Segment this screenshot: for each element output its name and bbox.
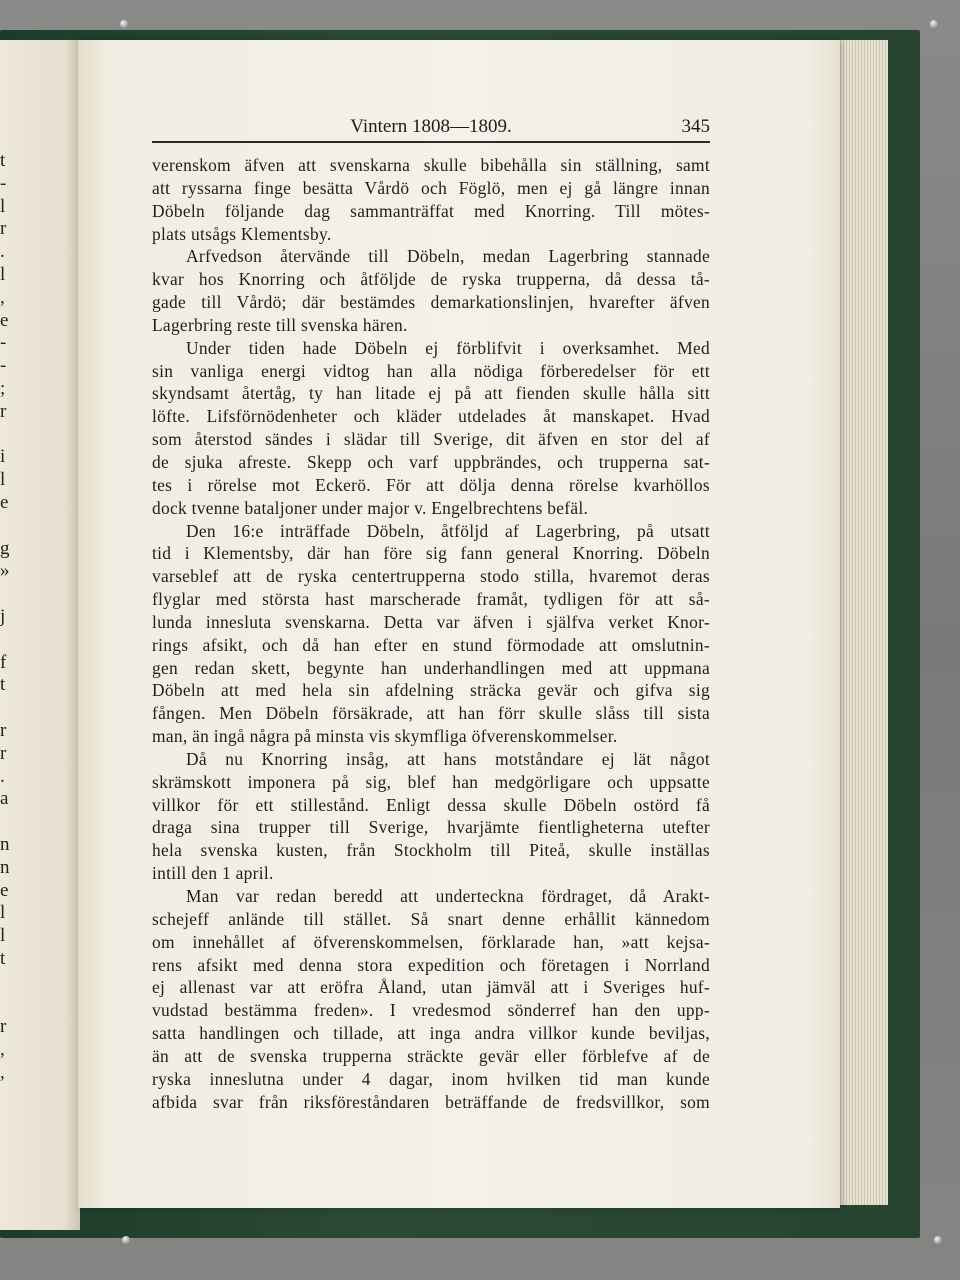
- left-fragment: a: [0, 788, 9, 810]
- left-fragment: e: [0, 309, 9, 331]
- text-line: rings afsikt, och då han efter en stund förmodade att omslutnin-: [152, 634, 710, 655]
- text-line: ryska inneslutna under 4 dagar, inom hvilken tid man kunde: [152, 1068, 710, 1089]
- left-fragment: i: [0, 446, 6, 468]
- text-line: schejeff anlände till stället. Så snart denne erhållit kännedom: [152, 908, 710, 929]
- text-line: Döbeln att med hela sin afdelning sträcka gevär och gifva sig: [152, 680, 710, 701]
- left-fragment: ,: [0, 286, 5, 308]
- text-line: skrämskott imponera på sig, blef han medgörligare och uppsatte: [152, 771, 710, 792]
- left-fragment: ,: [0, 1061, 5, 1083]
- text-line: satta handlingen och tillade, att inga andra villkor kunde beviljas,: [152, 1023, 710, 1044]
- left-fragment: [0, 515, 14, 538]
- pin-bottom-left: [122, 1236, 130, 1244]
- text-line: fången. Men Döbeln försäkrade, att han förr skulle slåss till sista: [152, 703, 710, 724]
- left-page-text-fragments: [0, 150, 14, 1085]
- text-line: som återstod sändes i slädar till Sverige, dit äfven en stor del af: [152, 429, 710, 450]
- left-fragment: j: [0, 605, 6, 627]
- left-fragment: l: [0, 195, 6, 217]
- left-fragment: n: [0, 856, 10, 878]
- text-line: villkor för ett stillestånd. Enligt dessa skulle Döbeln ostörd få: [152, 794, 710, 815]
- text-line: Döbeln följande dag sammanträffat med Knorring. Till mötes-: [152, 200, 710, 221]
- text-line: hela svenska kusten, från Stockholm till Piteå, skulle inställas: [152, 840, 710, 861]
- left-fragment: t: [0, 674, 6, 696]
- text-line: Arfvedson återvände till Döbeln, medan Lagerbring stannade: [186, 246, 710, 267]
- left-fragment: [0, 811, 14, 834]
- body-text: [152, 154, 710, 1113]
- left-fragment: -: [0, 172, 7, 194]
- left-fragment: l: [0, 469, 6, 491]
- left-fragment: t: [0, 150, 6, 171]
- text-line: Den 16:e inträffade Döbeln, åtföljd af Lagerbring, på utsatt: [186, 520, 710, 541]
- left-fragment: -: [0, 332, 7, 354]
- left-fragment: l: [0, 902, 6, 924]
- left-fragment: t: [0, 947, 6, 969]
- text-line: plats utsågs Klementsby.: [152, 223, 332, 244]
- text-line: löfte. Lifsförnödenheter och kläder utdelades åt manskapet. Hvad: [152, 406, 710, 427]
- left-fragment: r: [0, 742, 7, 764]
- text-line: sin vanliga energi vidtog han alla nödiga förberedelser för ett: [152, 360, 710, 381]
- text-line: intill den 1 april.: [152, 863, 274, 884]
- left-fragment: r: [0, 719, 7, 741]
- text-line: om innehållet af öfverenskommelsen, förklarade han, »att kejsa-: [152, 931, 710, 952]
- text-line: rens afsikt med denna stora expedition och företagen i Norrland: [152, 954, 710, 975]
- left-fragment: n: [0, 833, 10, 855]
- text-line: draga sina trupper till Sverige, hvarjämte fientligheterna utefter: [152, 817, 710, 838]
- text-line: tid i Klementsby, där han före sig fann general Knorring. Döbeln: [152, 543, 710, 564]
- text-line: Under tiden hade Döbeln ej förblifvit i overksamhet. Med: [186, 337, 710, 358]
- text-line: de sjuka afreste. Skepp och varf uppbrändes, och trupperna sat-: [152, 451, 710, 472]
- left-page: [0, 40, 80, 1230]
- text-line: gen redan skett, begynte han underhandlingen med att uppmana: [152, 657, 710, 678]
- left-fragment: .: [0, 241, 5, 263]
- left-fragment: g: [0, 537, 10, 559]
- left-fragment: f: [0, 651, 7, 673]
- text-line: lunda innesluta svenskarna. Detta var äfven i själfva verket Knor-: [152, 611, 710, 632]
- pin-top-right: [930, 20, 938, 28]
- text-line: tes i rörelse mot Eckerö. För att dölja denna rörelse kvarhöllos: [152, 474, 710, 495]
- left-fragment: r: [0, 400, 7, 422]
- left-fragment: .: [0, 765, 5, 787]
- left-fragment: [0, 697, 14, 720]
- text-line: afbida svar från riksföreståndaren beträffande de fredsvillkor, som: [152, 1091, 710, 1112]
- left-fragment: r: [0, 218, 7, 240]
- text-line: vudstad bestämma freden». I vredesmod sönderref han den upp-: [152, 1000, 710, 1021]
- left-fragment: [0, 993, 14, 1016]
- text-line: Lagerbring reste till svenska hären.: [152, 314, 408, 335]
- left-fragment: [0, 971, 14, 994]
- left-fragment: e: [0, 491, 9, 513]
- page-number: 345: [681, 116, 710, 137]
- page-edges: [838, 40, 888, 1205]
- left-fragment: ,: [0, 1039, 5, 1061]
- left-fragment: r: [0, 1016, 7, 1038]
- text-line: flyglar med största hast marscherade framåt, tydligen för att så-: [152, 589, 710, 610]
- left-fragment: [0, 583, 14, 606]
- left-fragment: l: [0, 263, 6, 285]
- left-fragment: l: [0, 925, 6, 947]
- pin-top-left: [120, 20, 128, 28]
- text-line: Man var redan beredd att underteckna fördraget, då Arakt-: [186, 886, 710, 906]
- text-line: varseblef att de ryska centertrupperna stodo stilla, hvaremot deras: [152, 566, 710, 587]
- left-fragment: e: [0, 879, 9, 901]
- text-line: ej allenast var att eröfra Åland, utan jämväl att i Sveriges huf-: [152, 977, 710, 998]
- text-line: verenskom äfven att svenskarna skulle bibehålla sin ställning, samt: [152, 155, 710, 175]
- text-line: Då nu Knorring insåg, att hans motståndare ej lät något: [186, 748, 710, 769]
- running-title: Vintern 1808—1809.: [350, 116, 512, 137]
- left-fragment: -: [0, 355, 7, 377]
- text-line: gade till Vårdö; där bestämdes demarkationslinjen, hvarefter äfven: [152, 292, 710, 313]
- left-fragment: ;: [0, 377, 6, 399]
- left-fragment: »: [0, 560, 10, 582]
- text-line: skyndsamt återtåg, ty han litade ej på att fienden skulle hålla sitt: [152, 383, 710, 404]
- header-rule: [152, 141, 710, 143]
- text-line: dock tvenne bataljoner under major v. Engelbrechtens befäl.: [152, 497, 589, 518]
- left-fragment: [0, 629, 14, 652]
- text-line: kvar hos Knorring och åtföljde de ryska trupperna, då dessa tå-: [152, 269, 710, 290]
- left-fragment: [0, 424, 14, 447]
- text-line: att ryssarna finge besätta Vårdö och Föglö, men ej gå längre innan: [152, 177, 710, 198]
- text-line: man, än ingå några på minsta vis skymfliga öfverenskommelser.: [152, 726, 618, 747]
- running-head: [152, 116, 710, 142]
- pin-bottom-right: [934, 1236, 942, 1244]
- text-line: än att de svenska trupperna sträckte gevär eller förblefve af de: [152, 1045, 710, 1066]
